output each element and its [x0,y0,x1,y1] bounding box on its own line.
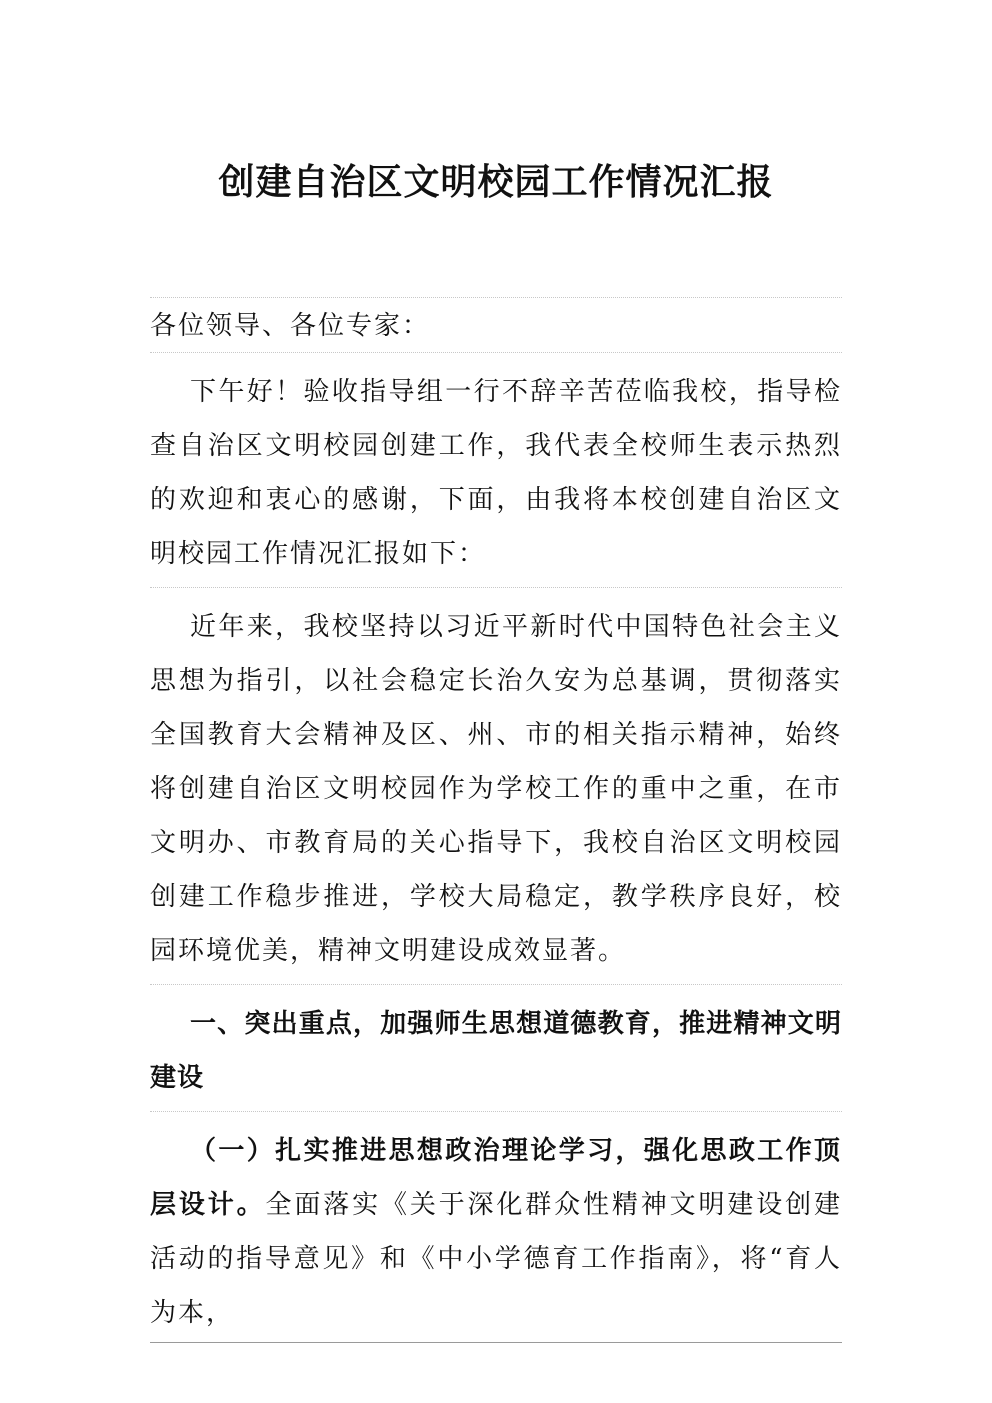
subsection-text-1: 全面落实《关于深化群众性精神文明建设创建活动的指导意见》和《中小学德育工作指南》，将“育人为本， [150,1190,842,1328]
salutation: 各位领导、各位专家： [150,311,431,341]
overview-paragraph: 近年来，我校坚持以习近平新时代中国特色社会主义思想为指引，以社会稳定长治久安为总基调，贯彻落实全国教育大会精神及区、州、市的相关指示精神，始终将创建自治区文明校园作为学校工作的重中之重，在市文明办、市教育局的关心指导下，我校自治区文明校园创建工作稳步推进，学校大局稳定，教学秩序良好，校园环境优美，精神文明建设成效显著。 [150,612,842,966]
greeting-paragraph: 下午好！验收指导组一行不辞辛苦莅临我校，指导检查自治区文明校园创建工作，我代表全校师生表示热烈的欢迎和衷心的感谢，下面，由我将本校创建自治区文明校园工作情况汇报如下： [150,377,842,569]
page-bottom-rule [150,1342,842,1343]
document-title: 创建自治区文明校园工作情况汇报 [218,161,774,203]
document-body [150,297,842,1343]
subsection-heading-1: （一）扎实推进思想政治理论学习，强化思政工作顶层设计。 [150,1136,842,1220]
section-heading-1: 一、突出重点，加强师生思想道德教育，推进精神文明建设 [150,1009,842,1093]
subsection-paragraph-1 [150,1112,842,1342]
